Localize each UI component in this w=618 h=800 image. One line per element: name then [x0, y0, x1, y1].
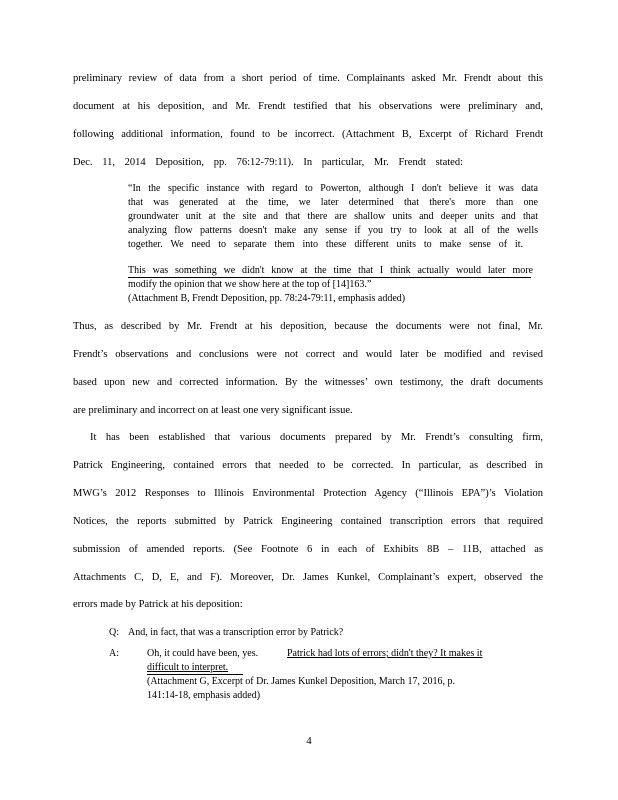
question-label: Q:	[109, 627, 119, 638]
paragraph-1-line-3: following additional information, found to be incorrect. (Attachment B, Excerpt of Richard Frendt	[73, 129, 543, 140]
paragraph-3-line-5: submission of amended reports. (See Footnote 6 in each of Exhibits 8B – 11B, attached as	[73, 544, 543, 555]
paragraph-3-line-3: MWG’s 2012 Responses to Illinois Environmental Protection Agency (“Illinois EPA”)’s Violation	[73, 488, 543, 499]
quote-1-line-5: together. We need to separate them into these different units to make sense of it.	[128, 239, 523, 250]
quote-1-underlined-line: This was something we didn't know at the time that I think actually would later more	[128, 265, 533, 276]
answer-citation-line-2: 141:14-18, emphasis added)	[147, 690, 261, 701]
quote-1-line-3: groundwater unit at the site and that there are shallow units and deeper units and that	[128, 211, 538, 222]
paragraph-2-line-1: Thus, as described by Mr. Frendt at his deposition, because the documents were not final, Mr.	[73, 321, 543, 332]
paragraph-2-line-4: are preliminary and incorrect on at least one very significant issue.	[73, 405, 353, 416]
answer-citation-line-1: (Attachment G, Excerpt of Dr. James Kunkel Deposition, March 17, 2016, p.	[147, 676, 455, 687]
paragraph-2-line-3: based upon new and corrected information. By the witnesses’ own testimony, the draft documents	[73, 377, 543, 388]
paragraph-3-line-6: Attachments C, D, E, and F). Moreover, Dr. James Kunkel, Complainant’s expert, observed the	[73, 572, 543, 583]
paragraph-1-line-4: Dec. 11, 2014 Deposition, pp. 76:12-79:11). In particular, Mr. Frendt stated:	[73, 157, 463, 168]
paragraph-1-line-2: document at his deposition, and Mr. Frendt testified that his observations were preliminary and,	[73, 101, 543, 112]
answer-underlined-line-2: difficult to interpret.	[147, 662, 229, 673]
answer-label: A:	[109, 648, 119, 659]
quote-1-line-2: that was generated at the time, we later determined that there's more than one	[128, 197, 538, 208]
quote-1-line-7: modify the opinion that we show here at the top of [14]163.”	[128, 279, 372, 290]
paragraph-3-line-7: errors made by Patrick at his deposition:	[73, 599, 243, 610]
paragraph-3-line-2: Patrick Engineering, contained errors that needed to be corrected. In particular, as described in	[73, 460, 543, 471]
answer-plain-text: Oh, it could have been, yes.	[147, 648, 259, 659]
paragraph-2-line-2: Frendt’s observations and conclusions were not correct and would later be modified and revised	[73, 349, 543, 360]
answer-underlined-text: Patrick had lots of errors; didn't they? It makes it	[287, 648, 483, 659]
paragraph-3-line-4: Notices, the reports submitted by Patrick Engineering contained transcription errors that required	[73, 516, 543, 527]
quote-1-line-4: analyzing flow patterns doesn't make any sense if you try to look at all of the wells	[128, 225, 538, 236]
paragraph-1-line-1: preliminary review of data from a short period of time. Complainants asked Mr. Frendt about this	[73, 73, 543, 84]
paragraph-3-line-1: It has been established that various documents prepared by Mr. Frendt’s consulting firm,	[90, 432, 543, 443]
quote-1-citation: (Attachment B, Frendt Deposition, pp. 78:24-79:11, emphasis added)	[128, 293, 406, 304]
quote-1-underline-rule	[128, 277, 531, 278]
answer-underline-rule	[147, 674, 243, 675]
quote-1-line-1: “In the specific instance with regard to Powerton, although I don't believe it was data	[128, 183, 538, 194]
question-text: And, in fact, that was a transcription error by Patrick?	[128, 627, 344, 638]
page-number: 4	[306, 736, 312, 747]
